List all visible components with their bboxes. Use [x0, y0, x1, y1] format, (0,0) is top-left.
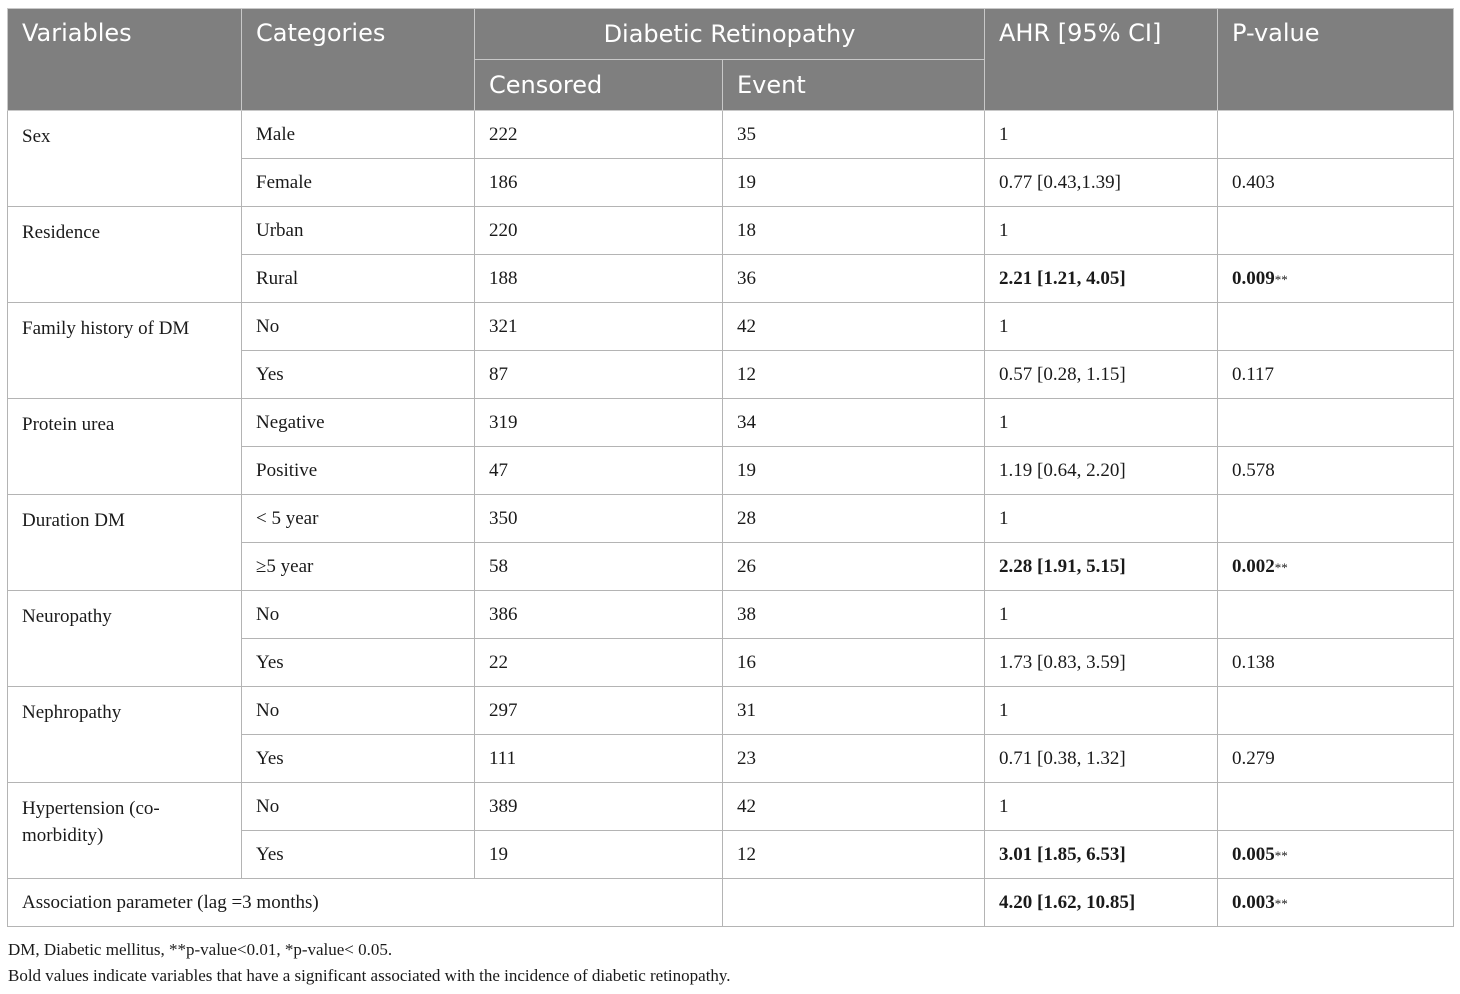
cell-ahr: 1 — [985, 591, 1218, 639]
cell-category: Male — [242, 111, 475, 159]
cell-event: 31 — [723, 687, 985, 735]
header-diabetic-retinopathy: Diabetic Retinopathy — [475, 9, 985, 60]
cell-censored: 297 — [475, 687, 723, 735]
cell-category: Female — [242, 159, 475, 207]
table-row — [8, 783, 1454, 831]
cell-category: Yes — [242, 639, 475, 687]
association-ahr: 4.20 [1.62, 10.85] — [985, 879, 1218, 927]
association-empty-cell — [723, 879, 985, 927]
pvalue-text: 0.009 — [1232, 267, 1275, 289]
cell-event: 36 — [723, 255, 985, 303]
cell-pvalue — [1218, 303, 1454, 351]
cell-category: Positive — [242, 447, 475, 495]
cell-pvalue — [1218, 591, 1454, 639]
cell-ahr: 1 — [985, 303, 1218, 351]
cell-event: 42 — [723, 303, 985, 351]
cell-event: 23 — [723, 735, 985, 783]
cell-event: 16 — [723, 639, 985, 687]
cell-variable: Neuropathy — [8, 591, 242, 687]
footnote-bold-note: Bold values indicate variables that have a significant associated with the incidence of diabetic retinopathy. — [8, 966, 731, 985]
table-body — [8, 111, 1454, 927]
cell-variable: Sex — [8, 111, 242, 207]
significance-stars: ** — [1274, 895, 1288, 911]
association-label: Association parameter (lag =3 months) — [8, 879, 723, 927]
cell-pvalue — [1218, 783, 1454, 831]
pvalue-text: 0.005 — [1232, 843, 1275, 865]
significance-stars: ** — [1274, 271, 1288, 287]
cell-event: 12 — [723, 831, 985, 879]
cell-event: 26 — [723, 543, 985, 591]
cell-pvalue — [1218, 207, 1454, 255]
cell-ahr: 0.57 [0.28, 1.15] — [985, 351, 1218, 399]
cell-censored: 58 — [475, 543, 723, 591]
table-row — [8, 495, 1454, 543]
pvalue-text: 0.002 — [1232, 555, 1275, 577]
cell-ahr: 1 — [985, 495, 1218, 543]
table-row — [8, 303, 1454, 351]
cell-category: Yes — [242, 831, 475, 879]
cell-category: No — [242, 783, 475, 831]
table-row — [8, 111, 1454, 159]
association-row — [8, 879, 1454, 927]
cell-censored: 19 — [475, 831, 723, 879]
cell-event: 38 — [723, 591, 985, 639]
cell-category: Yes — [242, 735, 475, 783]
cell-pvalue: 0.117 — [1218, 351, 1454, 399]
cell-censored: 222 — [475, 111, 723, 159]
cell-censored: 220 — [475, 207, 723, 255]
cell-event: 35 — [723, 111, 985, 159]
cell-event: 28 — [723, 495, 985, 543]
cell-censored: 186 — [475, 159, 723, 207]
cell-event: 12 — [723, 351, 985, 399]
cell-variable: Protein urea — [8, 399, 242, 495]
cell-ahr: 1 — [985, 687, 1218, 735]
cell-censored: 111 — [475, 735, 723, 783]
cell-pvalue — [1218, 111, 1454, 159]
cell-ahr: 1 — [985, 399, 1218, 447]
cell-pvalue: 0.403 — [1218, 159, 1454, 207]
header-event: Event — [723, 60, 985, 111]
cell-category: Yes — [242, 351, 475, 399]
cell-pvalue: 0.138 — [1218, 639, 1454, 687]
cell-pvalue: 0.578 — [1218, 447, 1454, 495]
table-row — [8, 591, 1454, 639]
cell-censored: 321 — [475, 303, 723, 351]
header-row-top — [8, 9, 1454, 60]
cell-ahr: 0.71 [0.38, 1.32] — [985, 735, 1218, 783]
significance-stars: ** — [1274, 847, 1288, 863]
cell-censored: 350 — [475, 495, 723, 543]
cell-censored: 386 — [475, 591, 723, 639]
cell-censored: 389 — [475, 783, 723, 831]
pvalue-text: 0.003 — [1232, 891, 1275, 913]
cell-censored: 47 — [475, 447, 723, 495]
cell-ahr: 1.73 [0.83, 3.59] — [985, 639, 1218, 687]
cell-event: 42 — [723, 783, 985, 831]
cell-category: < 5 year — [242, 495, 475, 543]
cell-ahr: 1 — [985, 111, 1218, 159]
header-ahr: AHR [95% CI] — [985, 9, 1218, 111]
table-row — [8, 687, 1454, 735]
association-pvalue — [1218, 879, 1454, 927]
significance-stars: ** — [1274, 559, 1288, 575]
cell-category: No — [242, 591, 475, 639]
cell-event: 18 — [723, 207, 985, 255]
cell-variable: Residence — [8, 207, 242, 303]
cell-ahr: 2.28 [1.91, 5.15] — [985, 543, 1218, 591]
header-categories: Categories — [242, 9, 475, 111]
cell-variable: Family history of DM — [8, 303, 242, 399]
cell-category: Negative — [242, 399, 475, 447]
cell-variable: Nephropathy — [8, 687, 242, 783]
cell-event: 19 — [723, 159, 985, 207]
cell-pvalue: 0.279 — [1218, 735, 1454, 783]
header-pvalue: P-value — [1218, 9, 1454, 111]
footnote-abbreviations: DM, Diabetic mellitus, **p-value<0.01, *p-value< 0.05. — [8, 940, 393, 959]
results-table — [7, 8, 1454, 927]
cell-ahr: 1.19 [0.64, 2.20] — [985, 447, 1218, 495]
cell-category: No — [242, 303, 475, 351]
cell-pvalue — [1218, 495, 1454, 543]
cell-ahr: 2.21 [1.21, 4.05] — [985, 255, 1218, 303]
cell-pvalue — [1218, 543, 1454, 591]
cell-event: 34 — [723, 399, 985, 447]
cell-pvalue — [1218, 687, 1454, 735]
table-row — [8, 399, 1454, 447]
cell-ahr: 0.77 [0.43,1.39] — [985, 159, 1218, 207]
cell-censored: 87 — [475, 351, 723, 399]
cell-pvalue — [1218, 399, 1454, 447]
cell-censored: 188 — [475, 255, 723, 303]
cell-variable: Hypertension (co-morbidity) — [8, 783, 242, 879]
cell-censored: 319 — [475, 399, 723, 447]
cell-category: No — [242, 687, 475, 735]
cell-category: Urban — [242, 207, 475, 255]
cell-category: ≥5 year — [242, 543, 475, 591]
cell-category: Rural — [242, 255, 475, 303]
cell-event: 19 — [723, 447, 985, 495]
cell-variable: Duration DM — [8, 495, 242, 591]
table-row — [8, 207, 1454, 255]
cell-pvalue — [1218, 831, 1454, 879]
cell-pvalue — [1218, 255, 1454, 303]
header-censored: Censored — [475, 60, 723, 111]
cell-ahr: 3.01 [1.85, 6.53] — [985, 831, 1218, 879]
cell-censored: 22 — [475, 639, 723, 687]
header-variables: Variables — [8, 9, 242, 111]
cell-ahr: 1 — [985, 783, 1218, 831]
cell-ahr: 1 — [985, 207, 1218, 255]
